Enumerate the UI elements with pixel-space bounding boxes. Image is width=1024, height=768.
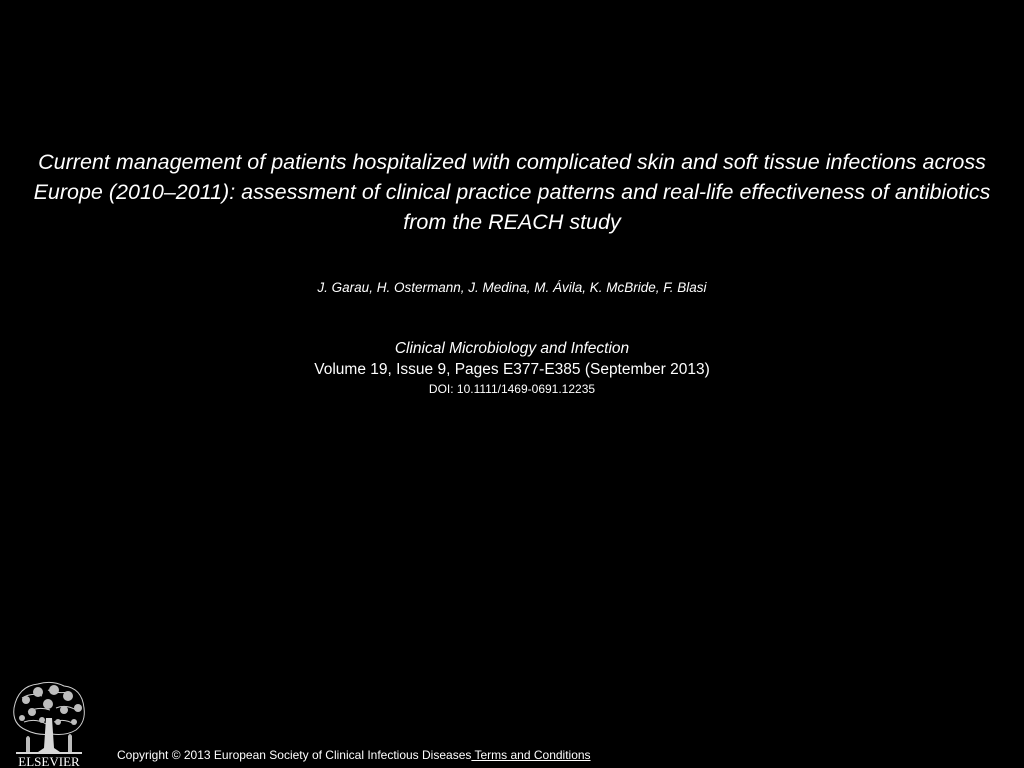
copyright-text: Copyright © 2013 European Society of Clinical Infectious Diseases [117, 748, 472, 762]
elsevier-logo [8, 678, 90, 768]
elsevier-wordmark: ELSEVIER [18, 754, 80, 768]
article-title: Current management of patients hospitalized with complicated skin and soft tissue infections across Europe (2010–2011): assessment of clinical practice patterns and real-life effectiveness of antibiotics from the REACH study [33, 150, 991, 234]
journal-name: Clinical Microbiology and Infection [394, 340, 630, 357]
journal-volume: Volume 19, Issue 9, Pages E377-E385 (September 2013) [314, 361, 710, 378]
footer [117, 747, 591, 763]
terms-and-conditions-link[interactable]: Terms and Conditions [471, 748, 591, 762]
article-doi: DOI: 10.1111/1469-0691.12235 [428, 382, 596, 396]
elsevier-tree-icon [8, 678, 90, 768]
article-authors: J. Garau, H. Ostermann, J. Medina, M. Ávila, K. McBride, F. Blasi [317, 280, 707, 295]
